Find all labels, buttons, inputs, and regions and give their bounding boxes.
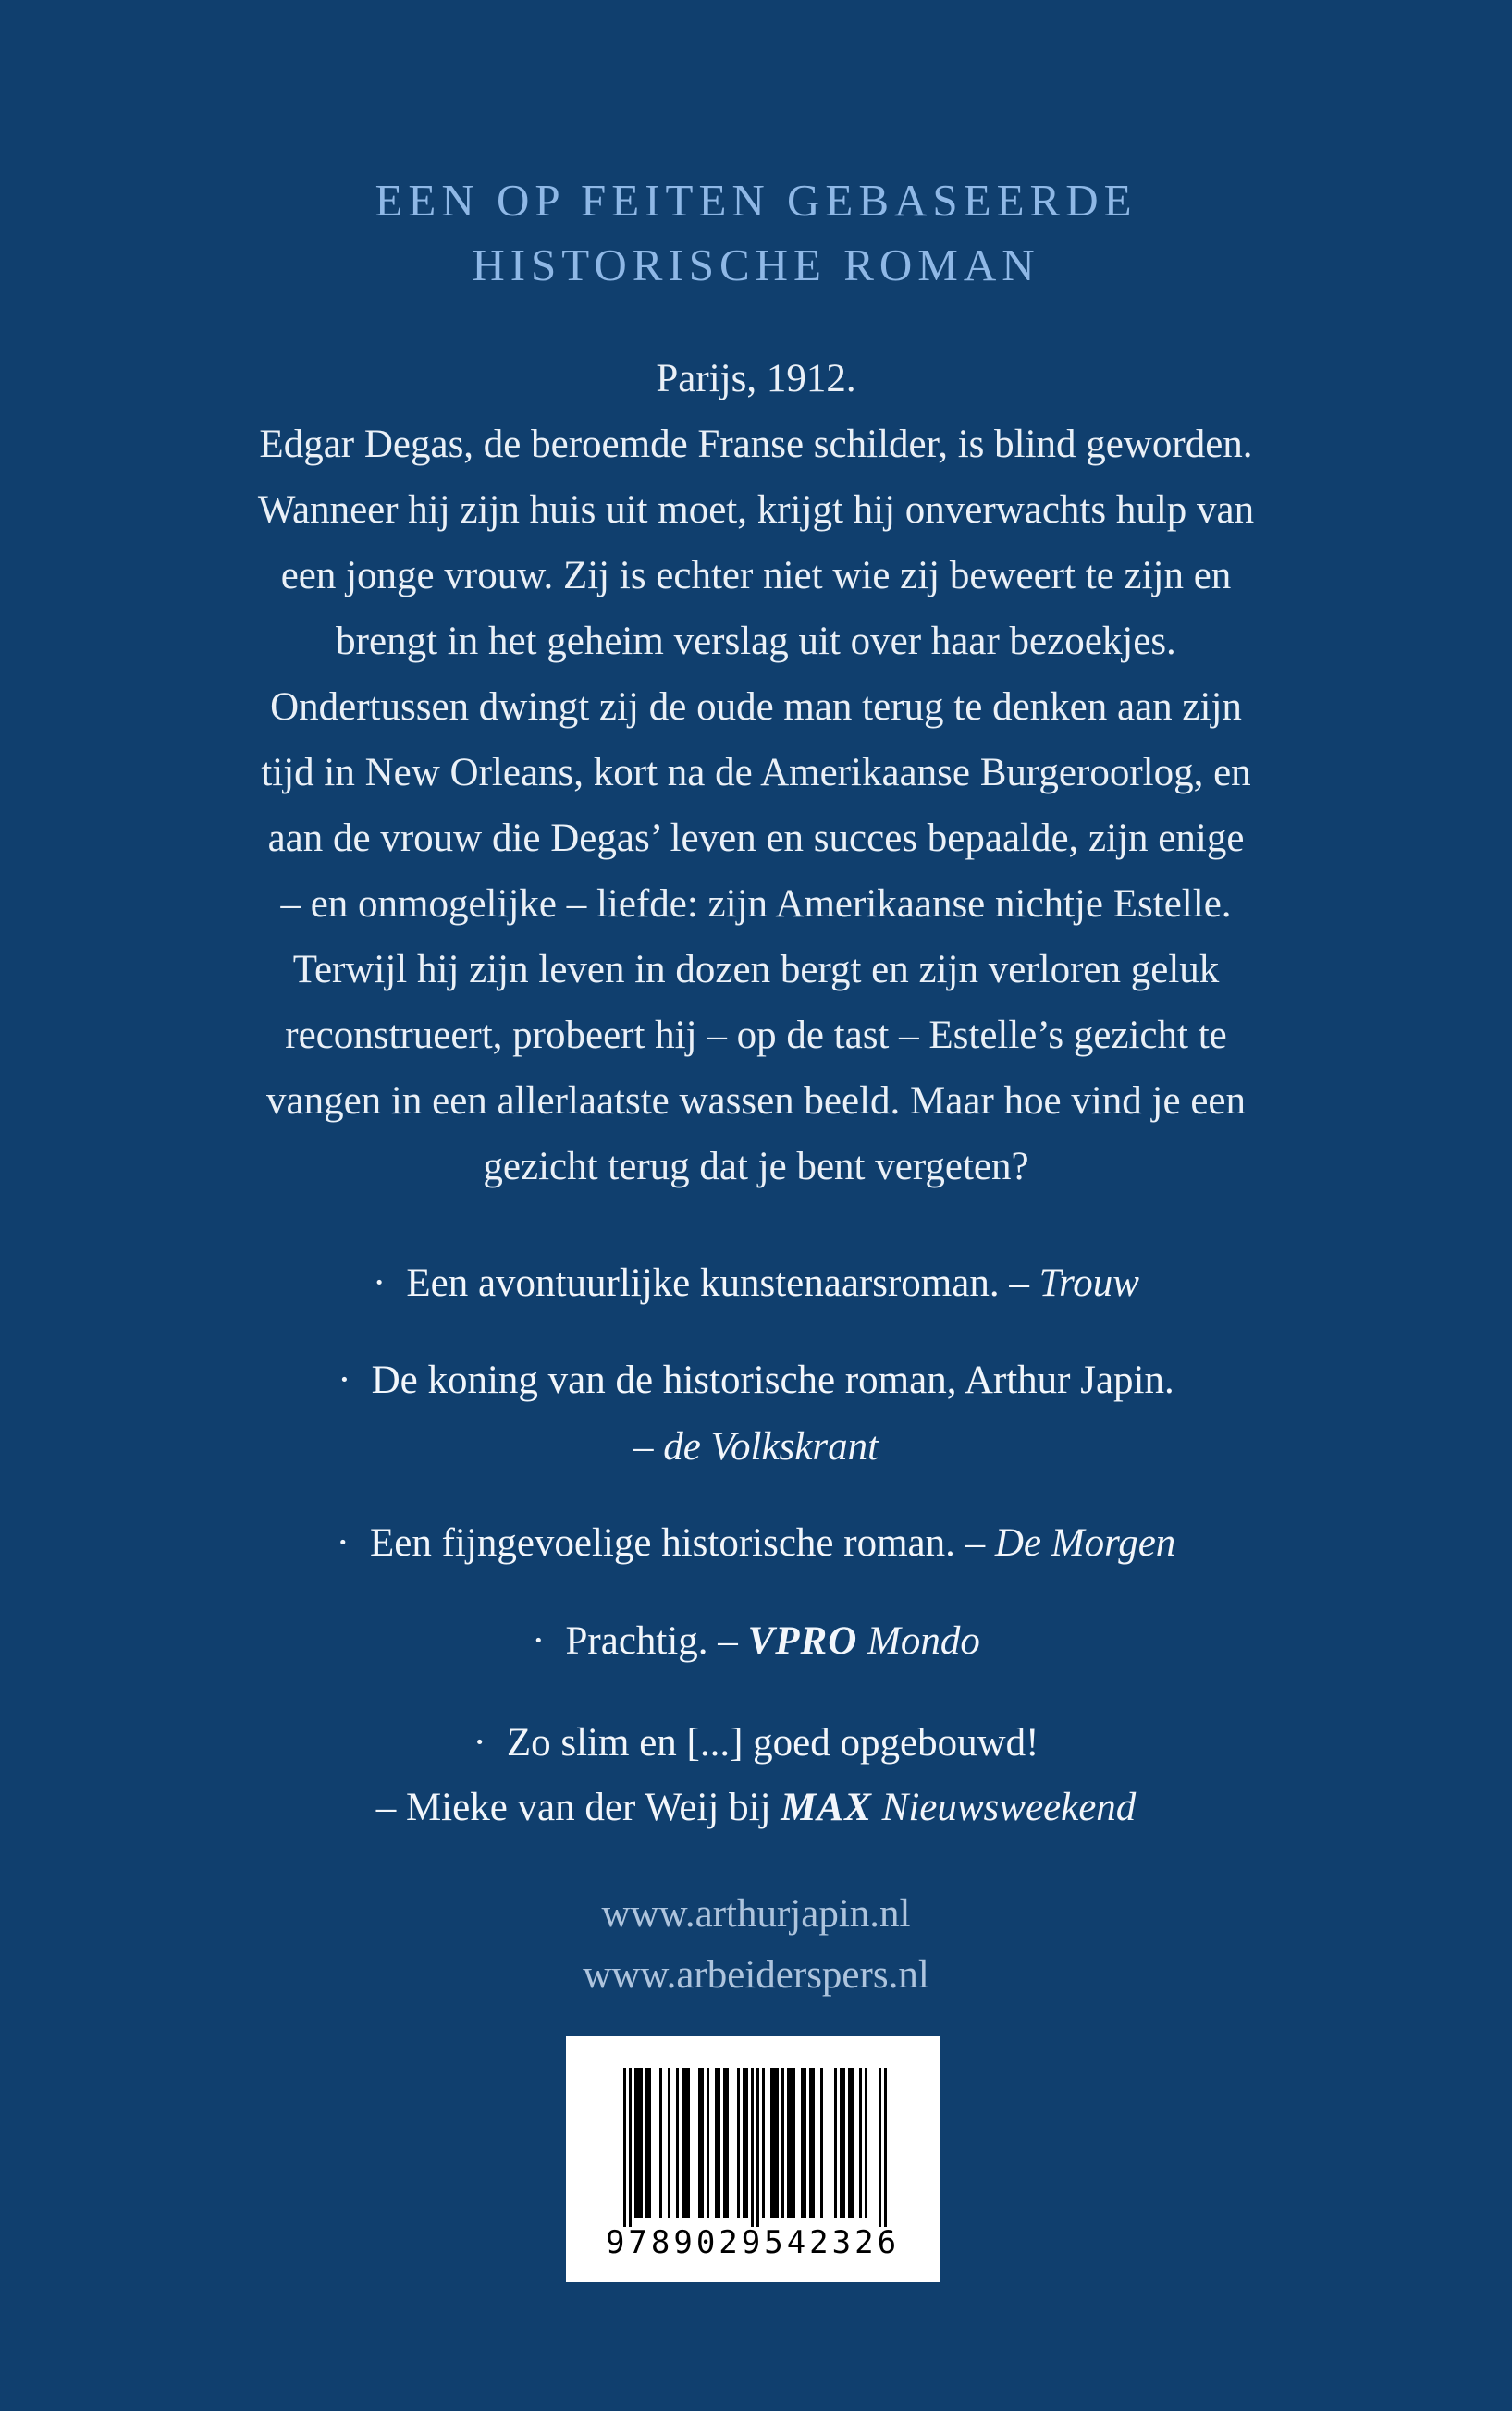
- barcode-bar: [634, 2068, 637, 2218]
- barcode-bar: [640, 2068, 643, 2218]
- quote-source: Mondo: [867, 1619, 980, 1663]
- barcode-bar: [629, 2068, 632, 2227]
- review-quote-1: [0, 1251, 1512, 1316]
- barcode-bar: [804, 2068, 806, 2218]
- barcode-bar: [707, 2068, 709, 2218]
- blurb-line: aan de vrouw die Degas’ leven en succes bepaalde, zijn enige: [267, 817, 1245, 860]
- barcode-bar: [840, 2068, 842, 2218]
- barcode-bar: [859, 2068, 862, 2218]
- barcode-bar: [723, 2068, 726, 2218]
- barcode-bar: [809, 2068, 812, 2218]
- barcode-bar: [787, 2068, 790, 2218]
- barcode-bar: [676, 2068, 679, 2218]
- barcode-bar: [743, 2068, 745, 2218]
- review-quote-5: [0, 1711, 1512, 1776]
- barcode-bar: [637, 2068, 640, 2218]
- quote-text: Een fijngevoelige historische roman. –: [370, 1521, 986, 1565]
- quote-source-caps: VPRO: [747, 1619, 858, 1663]
- barcode-bar: [715, 2068, 718, 2218]
- barcode-bar: [698, 2068, 701, 2218]
- barcode-bar: [865, 2068, 867, 2218]
- barcode-bar: [726, 2068, 729, 2218]
- blurb-line: – en onmogelijke – liefde: zijn Amerikaanse nichtje Estelle.: [280, 882, 1232, 926]
- isbn-number: 9789029542326: [605, 2224, 901, 2261]
- blurb-line: tijd in New Orleans, kort na de Amerikaanse Burgeroorlog, en: [261, 751, 1251, 794]
- author-website-link[interactable]: www.arthurjapin.nl: [601, 1892, 911, 1936]
- quote-source: Nieuwsweekend: [881, 1786, 1137, 1829]
- kicker-line-2: HISTORISCHE ROMAN: [472, 240, 1040, 290]
- blurb-line: Parijs, 1912.: [656, 357, 856, 400]
- barcode-bar: [687, 2068, 690, 2218]
- barcode-bar: [737, 2068, 740, 2218]
- barcode-bar: [745, 2068, 748, 2218]
- bullet: ·: [373, 1261, 387, 1305]
- barcode-bar: [848, 2068, 851, 2218]
- blurb-line: gezicht terug dat je bent vergeten?: [483, 1145, 1029, 1188]
- blurb-line: vangen in een allerlaatste wassen beeld. Maar hoe vind je een: [265, 1079, 1247, 1123]
- quote-source: de Volkskrant: [663, 1425, 879, 1469]
- barcode-bar: [718, 2068, 720, 2218]
- barcode-bar: [756, 2068, 759, 2227]
- isbn-barcode: [566, 2036, 940, 2282]
- blurb-line: Ondertussen dwingt zij de oude man terug te denken aan zijn: [270, 685, 1242, 729]
- review-quote-3: [0, 1511, 1512, 1576]
- barcode-bar: [790, 2068, 793, 2218]
- barcode-bar: [701, 2068, 704, 2218]
- barcode-bar: [776, 2068, 779, 2218]
- blurb-paragraph: [0, 346, 1512, 1199]
- quote-text: Zo slim en [...] goed opgebouwd!: [506, 1721, 1039, 1765]
- quote-source-caps: MAX: [781, 1786, 872, 1829]
- barcode-bar: [751, 2068, 754, 2227]
- quote-source: De Morgen: [994, 1521, 1176, 1565]
- barcode-bar: [793, 2068, 795, 2218]
- barcode-bar: [801, 2068, 804, 2218]
- bullet: ·: [532, 1619, 546, 1663]
- barcode-bar: [659, 2068, 662, 2218]
- blurb-line: Terwijl hij zijn leven in dozen bergt en zijn verloren geluk: [292, 948, 1220, 991]
- barcode-bar: [645, 2068, 648, 2218]
- blurb-line: een jonge vrouw. Zij is echter niet wie zij beweert te zijn en: [280, 554, 1232, 597]
- review-quote-2-source: [0, 1415, 1512, 1480]
- quote-attribution: – Mieke van der Weij bij: [375, 1786, 771, 1829]
- barcode-bar: [770, 2068, 773, 2218]
- barcode-bar: [884, 2068, 887, 2227]
- barcode-bar: [648, 2068, 651, 2218]
- blurb-line: Wanneer hij zijn huis uit moet, krijgt hij onverwachts hulp van: [257, 488, 1255, 532]
- bullet: ·: [336, 1521, 350, 1565]
- barcode-bar: [762, 2068, 765, 2218]
- barcode-bar: [773, 2068, 776, 2218]
- review-quote-4: [0, 1609, 1512, 1674]
- blurb-line: brengt in het geheim verslag uit over haar bezoekjes.: [336, 620, 1176, 663]
- barcode-bar: [682, 2068, 684, 2218]
- barcode-bar: [684, 2068, 687, 2218]
- blurb-line: reconstrueert, probeert hij – op de tast – Estelle’s gezicht te: [285, 1014, 1227, 1057]
- barcode-bar: [668, 2068, 670, 2218]
- barcode-bar: [851, 2068, 854, 2218]
- barcode-bar: [842, 2068, 845, 2218]
- bullet: ·: [338, 1359, 351, 1402]
- barcode-bar: [834, 2068, 837, 2218]
- review-quote-2: [0, 1348, 1512, 1413]
- kicker-line-1: EEN OP FEITEN GEBASEERDE: [375, 175, 1137, 226]
- barcode-bar: [820, 2068, 823, 2218]
- barcode-bar: [623, 2068, 626, 2227]
- publisher-website-link[interactable]: www.arbeiderspers.nl: [583, 1953, 929, 1997]
- quote-text: De koning van de historische roman, Arthur Japin.: [371, 1359, 1174, 1402]
- barcode-bar: [879, 2068, 881, 2227]
- bullet: ·: [473, 1721, 486, 1765]
- review-quote-5-source: [0, 1776, 1512, 1840]
- quote-source: Trouw: [1039, 1261, 1139, 1305]
- quote-text: Een avontuurlijke kunstenaarsroman. –: [406, 1261, 1029, 1305]
- blurb-line: Edgar Degas, de beroemde Franse schilder, is blind geworden.: [259, 423, 1253, 466]
- barcode-bar: [781, 2068, 784, 2218]
- barcode-bar: [812, 2068, 815, 2218]
- quote-text: Prachtig. –: [565, 1619, 738, 1663]
- source-dash: –: [633, 1425, 654, 1469]
